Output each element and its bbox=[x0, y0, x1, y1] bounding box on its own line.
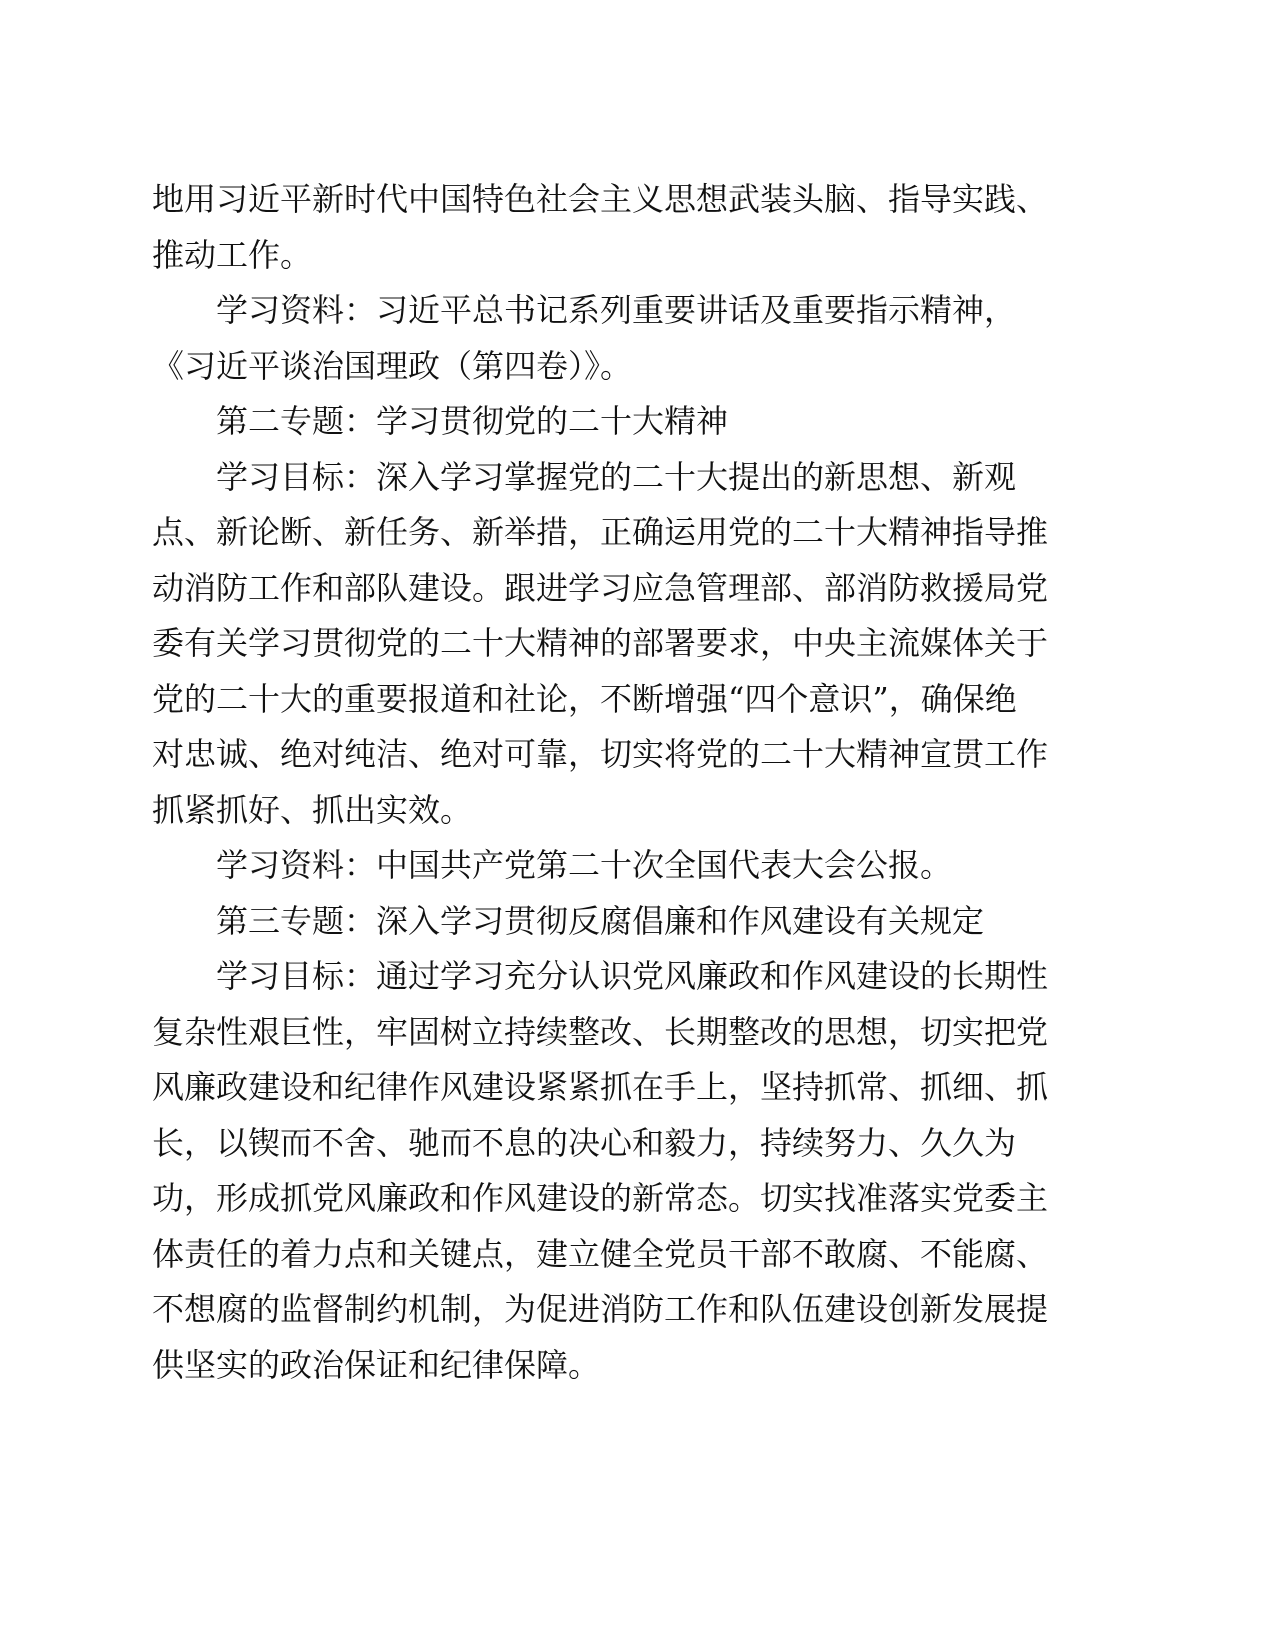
text-line: 学习资料：习近平总书记系列重要讲话及重要指示精神， bbox=[216, 291, 1017, 329]
text-line: 学习目标：通过学习充分认识党风廉政和作风建设的长期性 bbox=[216, 957, 1049, 995]
text-line: 复杂性艰巨性，牢固树立持续整改、长期整改的思想，切实把党 bbox=[152, 1012, 1049, 1051]
text-line: 《习近平谈治国理政（第四卷）》。 bbox=[152, 346, 633, 385]
text-line: 长，以锲而不舍、驰而不息的决心和毅力，持续努力、久久为 bbox=[152, 1123, 1017, 1162]
document-body bbox=[152, 172, 1087, 1393]
text-line: 风廉政建设和纪律作风建设紧紧抓在手上，坚持抓常、抓细、抓 bbox=[152, 1068, 1049, 1106]
text-line: 对忠诚、绝对纯洁、绝对可靠，切实将党的二十大精神宣贯工作 bbox=[152, 735, 1049, 773]
text-line: 动消防工作和部队建设。跟进学习应急管理部、部消防救援局党 bbox=[152, 568, 1049, 607]
text-line: 推动工作。 bbox=[152, 235, 313, 274]
text-line: 学习目标：深入学习掌握党的二十大提出的新思想、新观 bbox=[216, 457, 1017, 496]
text-line: 点、新论断、新任务、新举措，正确运用党的二十大精神指导推 bbox=[152, 513, 1049, 551]
section-heading: 第二专题：学习贯彻党的二十大精神 bbox=[216, 402, 729, 440]
text-line: 体责任的着力点和关键点，建立健全党员干部不敢腐、不能腐、 bbox=[152, 1234, 1049, 1273]
text-line: 委有关学习贯彻党的二十大精神的部署要求，中央主流媒体关于 bbox=[152, 624, 1049, 662]
text-line: 地用习近平新时代中国特色社会主义思想武装头脑、指导实践、 bbox=[152, 180, 1049, 218]
text-line: 供坚实的政治保证和纪律保障。 bbox=[152, 1345, 601, 1384]
text-line: 不想腐的监督制约机制，为促进消防工作和队伍建设创新发展提 bbox=[152, 1290, 1049, 1328]
section-heading: 第三专题：深入学习贯彻反腐倡廉和作风建设有关规定 bbox=[216, 901, 985, 940]
text-line: 功，形成抓党风廉政和作风建设的新常态。切实找准落实党委主 bbox=[152, 1179, 1049, 1217]
text-line: 抓紧抓好、抓出实效。 bbox=[152, 790, 473, 829]
text-line: 学习资料：中国共产党第二十次全国代表大会公报。 bbox=[216, 846, 953, 884]
text-line: 党的二十大的重要报道和社论，不断增强“四个意识”，确保绝 bbox=[152, 679, 1017, 718]
